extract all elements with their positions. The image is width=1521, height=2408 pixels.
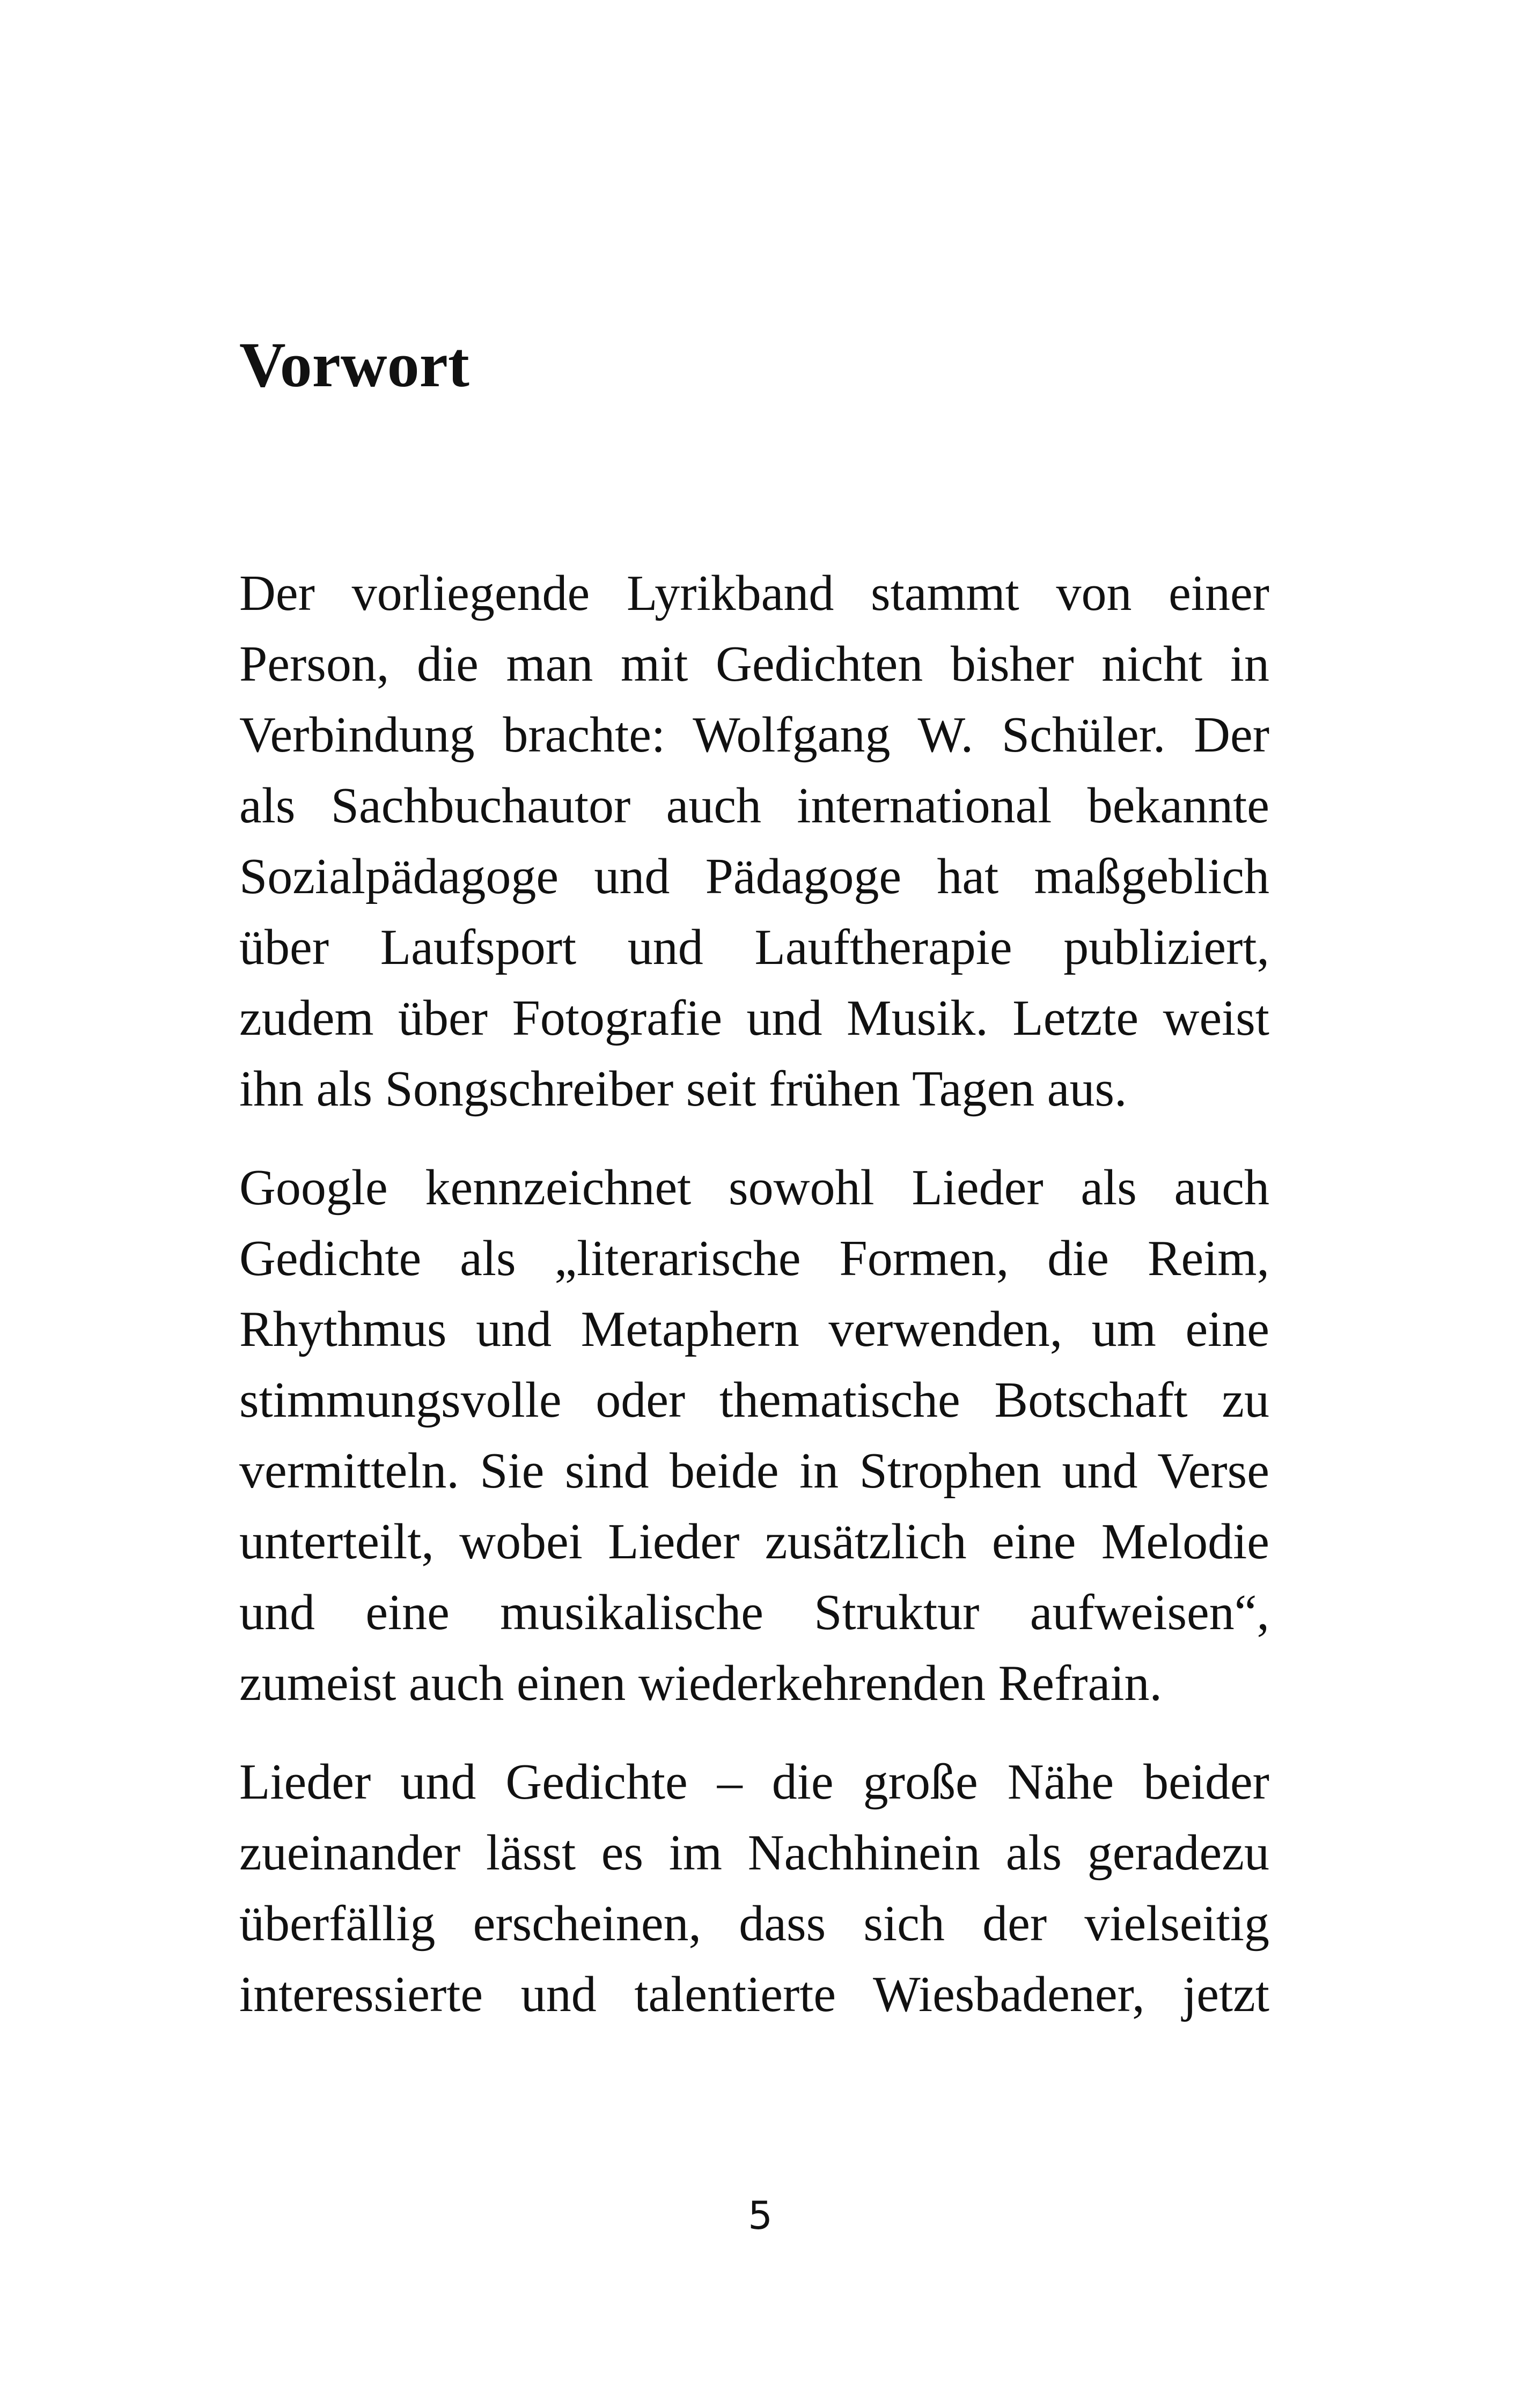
text-line: als Sachbuchautor auch international bekannte xyxy=(239,778,1269,834)
text-line: ihn als Songschreiber seit frühen Tagen aus. xyxy=(239,1061,1127,1117)
chapter-heading: Vorwort xyxy=(239,329,469,400)
text-line: vermitteln. Sie sind beide in Strophen und Verse xyxy=(239,1443,1269,1499)
text-line: Verbindung brachte: Wolfgang W. Schüler. Der xyxy=(239,707,1269,763)
text-line: stimmungsvolle oder thematische Botschaft zu xyxy=(239,1372,1269,1428)
text-line: Google kennzeichnet sowohl Lieder als auch xyxy=(239,1160,1269,1216)
text-line: unterteilt, wobei Lieder zusätzlich eine Melodie xyxy=(239,1514,1269,1570)
paragraph-2 xyxy=(239,1152,1269,1719)
text-line: Sozialpädagoge und Pädagoge hat maßgeblich xyxy=(239,849,1269,904)
text-line: über Laufsport und Lauftherapie publiziert, xyxy=(239,919,1269,975)
text-line: Der vorliegende Lyrikband stammt von einer xyxy=(239,565,1269,621)
text-line: und eine musikalische Struktur aufweisen“, xyxy=(239,1585,1269,1640)
text-line: zueinander lässt es im Nachhinein als geradezu xyxy=(239,1825,1269,1881)
text-line: Gedichte als „literarische Formen, die Reim, xyxy=(239,1231,1269,1286)
text-line: zumeist auch einen wiederkehrenden Refrain. xyxy=(239,1655,1162,1711)
page-number: 5 xyxy=(748,2193,773,2238)
text-line: überfällig erscheinen, dass sich der vielseitig xyxy=(239,1896,1269,1952)
text-line: Person, die man mit Gedichten bisher nicht in xyxy=(239,636,1269,692)
paragraph-3 xyxy=(239,1747,1269,2030)
text-line: interessierte und talentierte Wiesbadener, jetzt xyxy=(239,1967,1269,2022)
body-text xyxy=(239,558,1269,2058)
text-line: zudem über Fotografie und Musik. Letzte weist xyxy=(239,990,1269,1046)
paragraph-1 xyxy=(239,558,1269,1124)
text-line: Rhythmus und Metaphern verwenden, um eine xyxy=(239,1301,1269,1357)
text-line: Lieder und Gedichte – die große Nähe beider xyxy=(239,1754,1269,1810)
